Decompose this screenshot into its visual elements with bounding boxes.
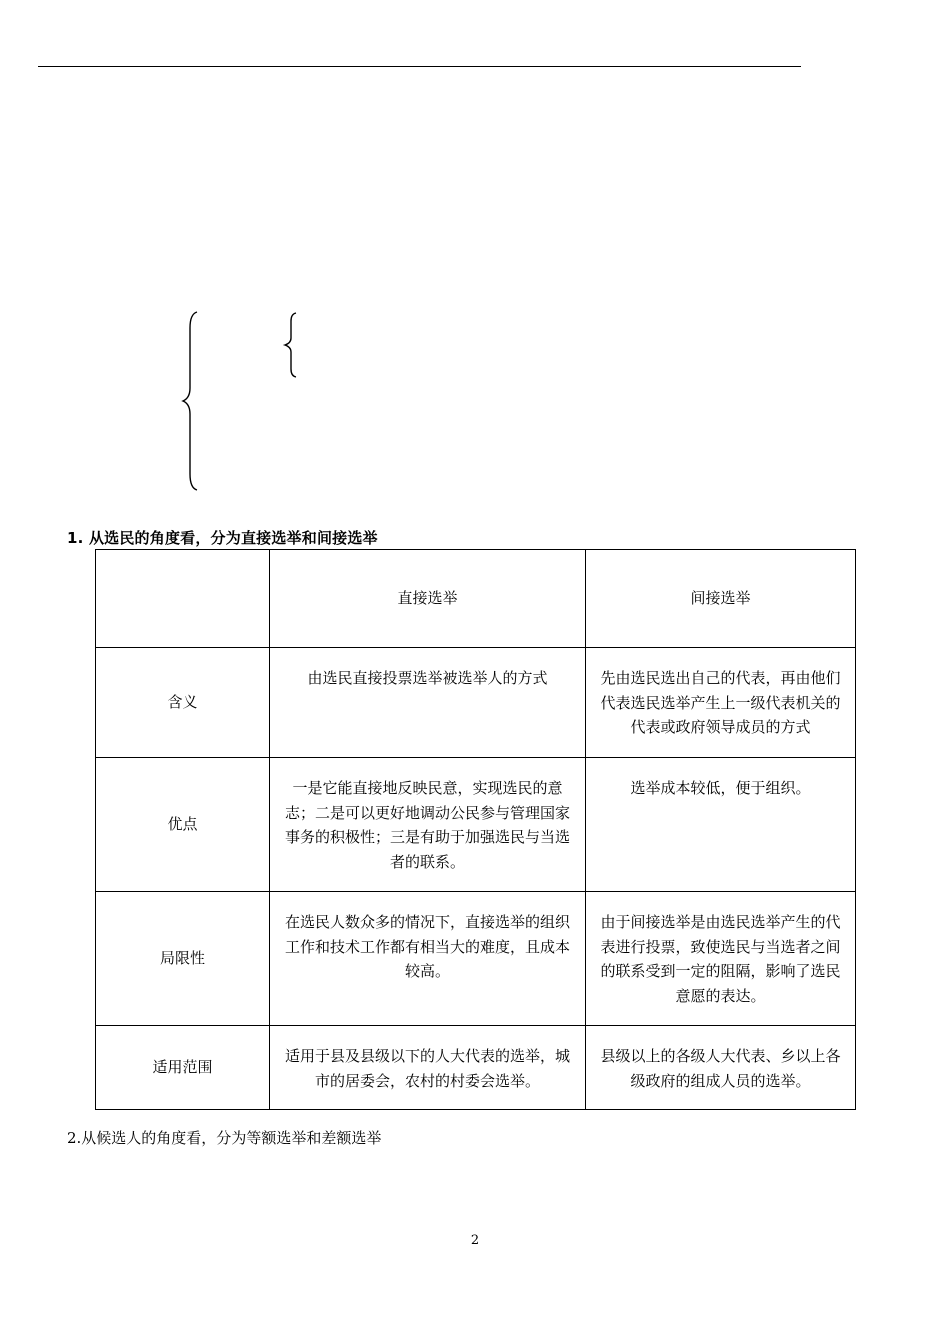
table-row xyxy=(96,648,856,758)
direct-cell: 由选民直接投票选举被选举人的方式 xyxy=(270,648,586,758)
page-number: 2 xyxy=(470,1233,480,1248)
row-label: 局限性 xyxy=(96,892,270,1026)
table-row xyxy=(96,892,856,1026)
header-corner-cell xyxy=(96,550,270,648)
small-left-brace xyxy=(282,311,300,379)
row-label: 含义 xyxy=(96,648,270,758)
section1-heading: 1. 从选民的角度看，分为直接选举和间接选举 xyxy=(67,529,378,547)
row-label: 适用范围 xyxy=(96,1026,270,1110)
large-left-brace xyxy=(180,310,202,492)
table-row xyxy=(96,1026,856,1110)
indirect-cell: 选举成本较低，便于组织。 xyxy=(586,758,856,892)
direct-cell: 在选民人数众多的情况下，直接选举的组织工作和技术工作都有相当大的难度，且成本较高。 xyxy=(270,892,586,1026)
header-indirect: 间接选举 xyxy=(586,550,856,648)
table-header-row xyxy=(96,550,856,648)
header-rule xyxy=(38,66,801,67)
table-row xyxy=(96,758,856,892)
row-label: 优点 xyxy=(96,758,270,892)
indirect-cell: 由于间接选举是由选民选举产生的代表进行投票，致使选民与当选者之间的联系受到一定的阻隔，影响了选民意愿的表达。 xyxy=(586,892,856,1026)
election-comparison-table xyxy=(95,549,856,1110)
indirect-cell: 先由选民选出自己的代表，再由他们代表选民选举产生上一级代表机关的代表或政府领导成员的方式 xyxy=(586,648,856,758)
direct-cell: 一是它能直接地反映民意，实现选民的意志；二是可以更好地调动公民参与管理国家事务的积极性；三是有助于加强选民与当选者的联系。 xyxy=(270,758,586,892)
section2-heading: 2.从候选人的角度看，分为等额选举和差额选举 xyxy=(67,1129,382,1147)
indirect-cell: 县级以上的各级人大代表、乡以上各级政府的组成人员的选举。 xyxy=(586,1026,856,1110)
direct-cell: 适用于县及县级以下的人大代表的选举，城市的居委会，农村的村委会选举。 xyxy=(270,1026,586,1110)
header-direct: 直接选举 xyxy=(270,550,586,648)
